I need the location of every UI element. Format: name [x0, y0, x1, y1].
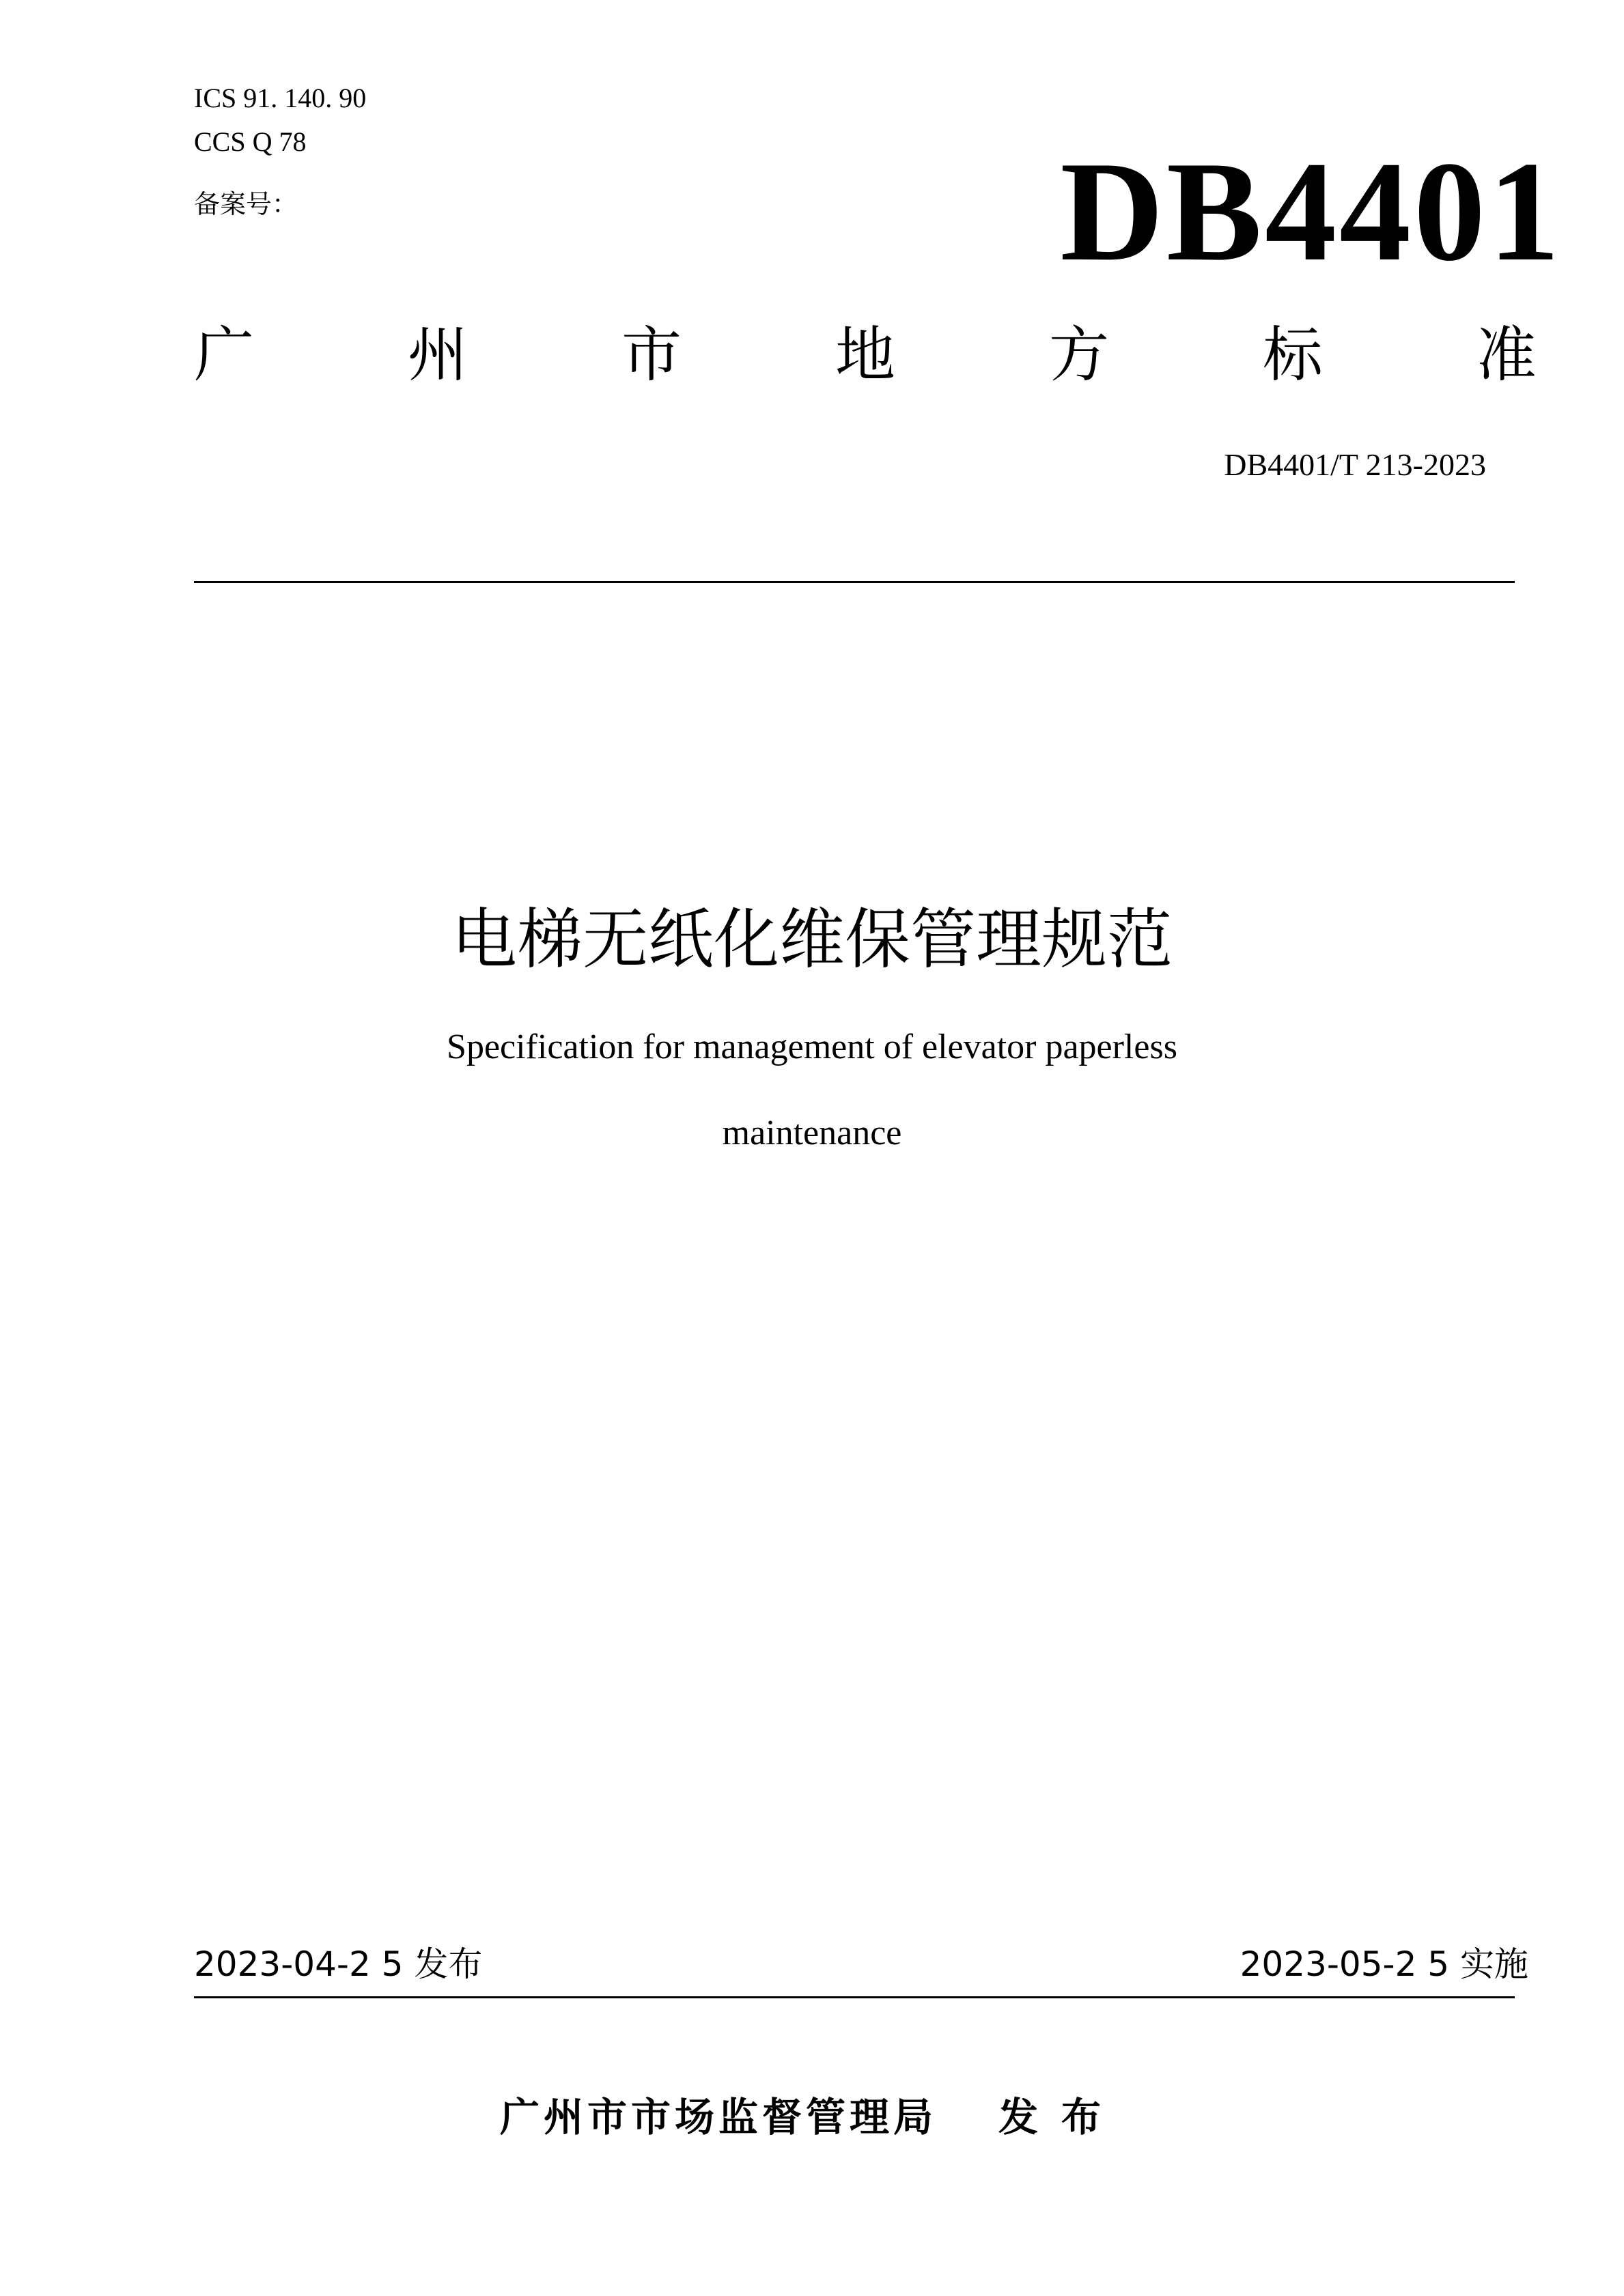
filing-number-label: 备案号：	[194, 189, 298, 219]
document-title-english-line2: maintenance	[722, 1114, 902, 1152]
standard-type-char: 方	[1048, 320, 1109, 390]
standard-type-char: 准	[1476, 320, 1537, 390]
standard-number: DB4401/T 213-2023	[1224, 447, 1486, 482]
publisher-name: 广州市市场监督管理局	[499, 2094, 937, 2140]
publisher	[0, 2094, 1624, 2140]
ics-code: ICS 91. 140. 90	[194, 83, 367, 113]
publisher-verb: 发布	[998, 2094, 1125, 2140]
document-title-english-line1: Specification for management of elevator paperless	[447, 1027, 1177, 1066]
standard-code-logo: DB4401	[1060, 132, 1563, 291]
implementation-date: 2023-05-2 5 实施	[1240, 1944, 1528, 1984]
top-divider	[194, 581, 1515, 583]
standard-type-char: 广	[194, 320, 255, 390]
bottom-divider	[194, 1996, 1515, 1998]
standard-type-heading	[194, 321, 1537, 389]
document-title-chinese: 电梯无纸化维保管理规范	[451, 901, 1173, 978]
standard-type-char: 市	[621, 320, 682, 390]
standard-type-char: 地	[835, 320, 895, 390]
ccs-code: CCS Q 78	[194, 126, 307, 157]
standard-type-char: 标	[1262, 320, 1323, 390]
issue-date: 2023-04-2 5 发布	[194, 1944, 483, 1984]
standard-type-char: 州	[407, 320, 468, 390]
